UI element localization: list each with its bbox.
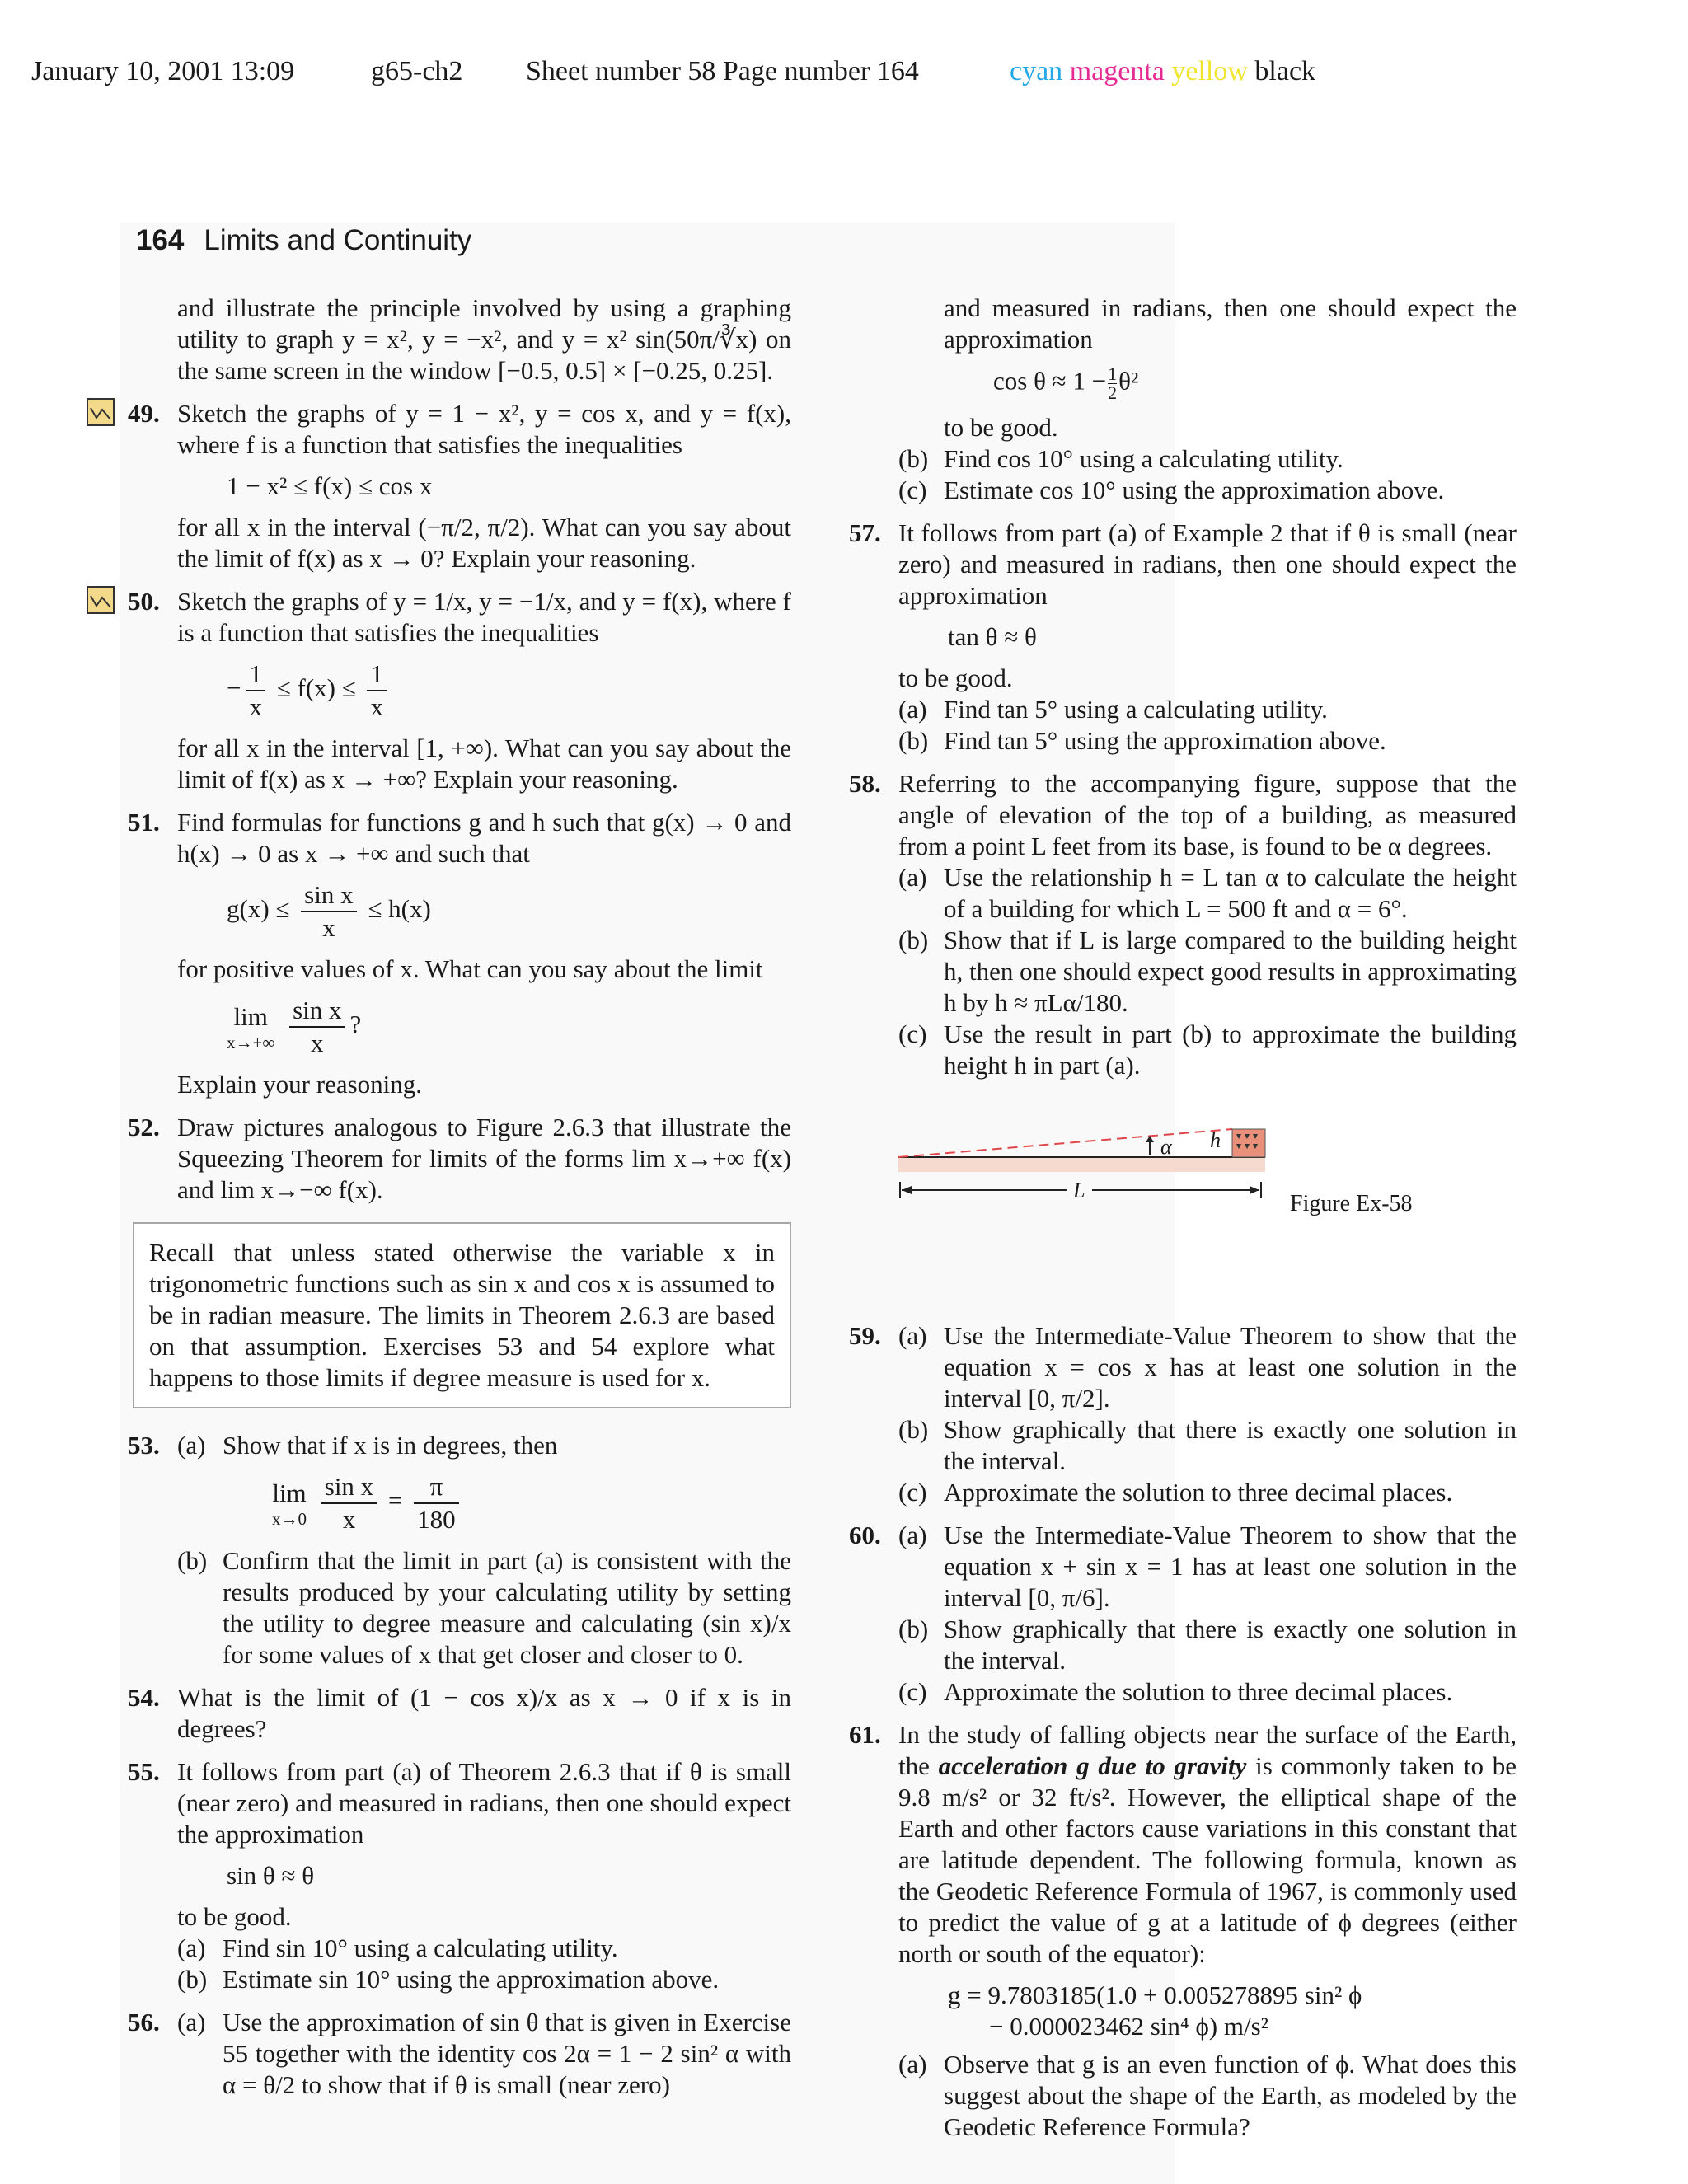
exercise-number: 52. [128,1113,160,1141]
paragraph: Estimate sin 10° using the approximation above. [223,1965,720,1994]
paragraph: Approximate the solution to three decimal places. [944,1478,1453,1507]
part-label: (a) [898,1521,927,1549]
equation: sin θ ≈ θ [227,1861,315,1890]
color-yellow: yellow [1171,56,1248,87]
right-column [849,293,1517,2154]
part-a [898,862,1517,925]
equation-right: ≤ h(x) [368,894,431,924]
paragraph: and illustrate the principle involved by using a graphing utility to graph y = x², y = −x², and y = x² sin(50π/∛x) on the same screen in the window [−0.5, 0.5] × [−0.25, 0.25]. [177,293,791,385]
fraction [301,879,356,944]
paragraph: for positive values of x. What can you say about the limit [177,954,763,983]
paragraph: Find tan 5° using the approximation above. [944,726,1386,755]
fraction [289,995,345,1059]
paragraph: Show that if L is large compared to the building height h, then one should expect good results in approximating h by h ≈ πLα/180. [944,926,1517,1017]
dim-arrow-right [1250,1186,1259,1194]
exercise-number: 56. [128,2008,160,2036]
part-label: (a) [898,1321,927,1350]
fraction [246,658,265,723]
exercise-number: 49. [128,399,160,428]
paragraph: Approximate the solution to three decimal places. [944,1677,1453,1706]
paragraph: for all x in the interval [1, +∞). What can you say about the limit of f(x) as x → +∞? Explain your reasoning. [177,733,791,794]
equals-sign: = [387,1486,403,1516]
part-a [177,1430,791,1545]
limit [227,1001,274,1052]
paragraph: Sketch the graphs of y = 1/x, y = −1/x, and y = f(x), where f is a function that satisfies the inequalities [177,587,791,647]
exercise-58 [849,768,1517,1081]
exercise-number: 54. [128,1683,160,1712]
numerator: sin x [293,996,342,1024]
print-colors [1010,56,1315,87]
part-label: (b) [898,444,929,473]
paragraph: Referring to the accompanying figure, suppose that the angle of elevation of the top of a building, as measured from a point L feet from its base, is found to be α degrees. [898,769,1517,860]
lim-subscript: x→+∞ [227,1033,275,1052]
graphing-utility-icon [87,586,115,614]
paragraph: Estimate cos 10° using the approximation above. [944,476,1445,504]
lim-word: lim [233,1002,268,1031]
graphing-utility-icon [87,398,115,426]
equation-left: g(x) ≤ [227,894,290,924]
limit-expression [177,985,791,1069]
color-black: black [1254,56,1316,87]
exercise-number: 50. [128,587,160,616]
paragraph: Sketch the graphs of y = 1 − x², y = cos x, and y = f(x), where f is a function that satisfies the inequalities [177,399,791,459]
part-label: (b) [898,1415,929,1444]
part-a [898,1320,1517,1414]
part-label: (c) [898,1677,927,1706]
fraction [1108,365,1117,402]
part-a [898,2049,1517,2143]
paragraph: It follows from part (a) of Example 2 that if θ is small (near zero) and measured in radians, then one should expect the approximation [898,518,1517,610]
equation [177,869,791,954]
equation-line-1: g = 9.7803185(1.0 + 0.005278895 sin² ϕ [948,1980,1362,2009]
building [1232,1129,1265,1157]
left-column [128,293,791,2112]
color-magenta: magenta [1069,56,1165,87]
L-label: L [1073,1179,1085,1202]
exercise-59 [849,1320,1517,1508]
denominator: x [289,1026,345,1059]
figure-caption: Figure Ex-58 [1290,1191,1413,1216]
exercise-number: 53. [128,1431,160,1460]
part-c [898,1019,1517,1081]
denominator: x [367,690,387,723]
part-label: (a) [177,1431,206,1460]
exercise-50 [128,586,791,795]
exercise-61 [849,1719,1517,2143]
numerator: 1 [249,659,262,688]
part-a [177,2007,791,2101]
paragraph: to be good. [898,663,1013,692]
denominator: x [321,1502,377,1535]
paragraph: to be good. [177,1902,292,1931]
text-span: In the study of falling objects near the surface of the Earth, the [898,1720,1517,1780]
color-cyan: cyan [1010,56,1063,87]
paragraph: Use the approximation of sin θ that is given in Exercise 55 together with the identity cos 2α = 1 − 2 sin² α with α = θ/2 to show that if θ is small (near zero) [223,2008,791,2099]
paragraph: Show graphically that there is exactly one solution in the interval. [944,1415,1517,1475]
part-b [898,1614,1517,1676]
exercise-number: 57. [849,518,881,547]
part-a-continued [898,293,1517,443]
paragraph: Show that if x is in degrees, then [223,1431,558,1460]
exercise-number: 55. [128,1757,160,1786]
fraction [414,1471,459,1535]
chapter-title: Limits and Continuity [204,224,472,256]
numerator: 1 [1108,363,1118,384]
part-a [898,1520,1517,1614]
paragraph: to be good. [944,413,1058,442]
paragraph: Use the result in part (b) to approximate the building height h in part (a). [944,1019,1517,1080]
text-span: is commonly taken to be 9.8 m/s² or 32 ft/s². However, the elliptical shape of the Earth and other factors cause variations in this constant that are latitude dependent. The following formula, known as the Geodetic Reference Formula of 1967, is commonly used to predict the value of g at a latitude of ϕ degrees (either north or south of the equator): [898,1751,1517,1968]
exercise-55 [128,1756,791,1995]
part-label: (b) [898,726,929,755]
limit [272,1478,307,1529]
part-b [177,1545,791,1671]
part-c [898,475,1517,506]
minus-sign: − [227,673,241,703]
part-b [898,725,1517,757]
exercise-56-continued [849,293,1517,506]
exercise-57 [849,518,1517,757]
paragraph: It follows from part (a) of Theorem 2.6.3 that if θ is small (near zero) and measured in radians, then one should expect the approximation [177,1757,791,1849]
part-b [898,925,1517,1019]
exercise-52 [128,1112,791,1206]
exercise-53 [128,1430,791,1671]
key-term: acceleration g due to gravity [938,1751,1247,1780]
part-label: (a) [898,863,927,892]
paragraph: Observe that g is an even function of ϕ. What does this suggest about the shape of the Earth, as modeled by the Geodetic Reference Formula? [944,2050,1517,2141]
paragraph [898,1719,1517,1970]
paragraph: Find sin 10° using a calculating utility. [223,1933,618,1962]
exercise-51 [128,807,791,1100]
paragraph: Confirm that the limit in part (a) is consistent with the results produced by your calculating utility by setting the utility to degree measure and calculating (sin x)/x for some values of x that get closer and closer to 0. [223,1546,791,1669]
alpha-label: α [1160,1135,1172,1159]
exercise-60 [849,1520,1517,1708]
denominator: 180 [414,1502,459,1535]
part-c [898,1477,1517,1508]
paragraph: for all x in the interval (−π/2, π/2). What can you say about the limit of f(x) as x → 0? Explain your reasoning. [177,513,791,573]
equation-line-2: − 0.000023462 sin⁴ ϕ) m/s² [989,2012,1268,2041]
part-c [898,1676,1517,1708]
lim-subscript: x→0 [272,1509,307,1529]
paragraph: Find formulas for functions g and h such that g(x) → 0 and h(x) → 0 as x → +∞ and such that [177,808,791,868]
part-label: (a) [898,695,927,724]
equation-right: θ² [1118,366,1139,396]
denominator: 2 [1108,382,1118,403]
h-label: h [1210,1128,1221,1152]
numerator: sin x [324,1472,374,1501]
part-label: (b) [898,926,929,954]
part-label: (c) [898,1019,927,1048]
paragraph: Use the Intermediate-Value Theorem to show that the equation x = cos x has at least one solution in the interval [0, π/2]. [944,1321,1517,1413]
exercise-number: 61. [849,1720,881,1749]
numerator: π [429,1472,443,1501]
exercise-49 [128,398,791,574]
part-label: (b) [898,1615,929,1643]
paragraph: Find tan 5° using a calculating utility. [944,695,1328,724]
equation [177,649,791,733]
angle-arrow [1146,1136,1154,1142]
equation [944,355,1517,412]
paragraph: Draw pictures analogous to Figure 2.6.3 that illustrate the Squeezing Theorem for limits of the forms lim x→+∞ f(x) and lim x→−∞ f(x). [177,1113,791,1204]
paragraph: Explain your reasoning. [177,1070,423,1099]
equation: tan θ ≈ θ [948,622,1037,651]
part-b [177,1964,791,1995]
numerator: sin x [304,880,354,909]
numerator: 1 [370,659,383,688]
ground [898,1157,1265,1172]
page-number: 164 [136,224,185,256]
print-date: January 10, 2001 13:09 [31,56,295,87]
question-mark: ? [349,1010,362,1039]
paragraph: and measured in radians, then one should expect the approximation [944,293,1517,354]
part-a [898,694,1517,725]
print-sheet: Sheet number 58 Page number 164 [526,56,919,87]
paragraph: Show graphically that there is exactly one solution in the interval. [944,1615,1517,1675]
paragraph: What is the limit of (1 − cos x)/x as x → 0 if x is in degrees? [177,1683,791,1743]
fraction [367,658,387,723]
paragraph: Find cos 10° using a calculating utility. [944,444,1343,473]
exercise-number: 59. [849,1321,881,1350]
note-box: Recall that unless stated otherwise the variable x in trigonometric functions such as sin x and cos x is assumed to be in radian measure. The limits in Theorem 2.6.3 are based on that assumption. Exercises 53 and 54 explore what happens to those limits if degree measure is used for x. [133,1222,791,1408]
part-label: (b) [177,1546,208,1575]
denominator: x [301,911,356,944]
dim-arrow-left [902,1186,912,1194]
part-label: (b) [177,1965,208,1994]
sight-line [898,1129,1232,1157]
part-label: (a) [898,2050,927,2079]
exercise-54 [128,1682,791,1745]
equation: 1 − x² ≤ f(x) ≤ cos x [227,471,433,500]
equation-middle: ≤ f(x) ≤ [276,673,356,703]
limit-equation [223,1461,791,1545]
exercise-number: 58. [849,769,881,798]
running-head [136,224,471,257]
part-b [898,443,1517,475]
paragraph: Use the Intermediate-Value Theorem to show that the equation x + sin x = 1 has at least one solution in the interval [0, π/6]. [944,1521,1517,1612]
part-label: (c) [898,476,927,504]
lim-word: lim [272,1479,307,1507]
part-b [898,1414,1517,1477]
exercise-48-continued [128,293,791,387]
part-label: (a) [177,1933,206,1962]
paragraph: Use the relationship h = L tan α to calculate the height of a building for which L = 500 ft and α = 6°. [944,863,1517,923]
part-label: (c) [898,1478,927,1507]
exercise-number: 60. [849,1521,881,1549]
equation-left: cos θ ≈ 1 − [993,366,1107,396]
figure-ex-58 [849,1122,1517,1312]
fraction [321,1471,377,1535]
exercise-number: 51. [128,808,160,837]
exercise-56 [128,2007,791,2101]
part-a [177,1933,791,1964]
denominator: x [246,690,265,723]
print-file: g65-ch2 [371,56,463,87]
part-label: (a) [177,2008,206,2036]
